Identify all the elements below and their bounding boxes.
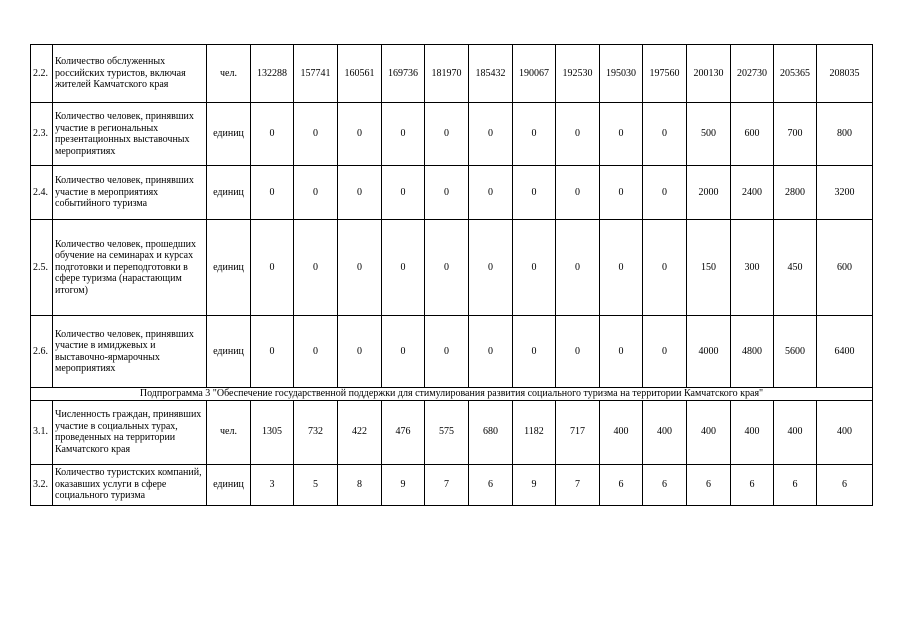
value-cell: 575: [425, 400, 469, 464]
table-row: [31, 45, 873, 103]
value-cell: 0: [338, 166, 382, 220]
value-cell: 0: [469, 316, 513, 388]
value-cell: 0: [556, 220, 600, 316]
value-cell: 400: [643, 400, 687, 464]
row-index: 2.4.: [31, 166, 53, 220]
value-cell: 500: [687, 103, 731, 166]
value-cell: 0: [513, 103, 556, 166]
unit-cell: единиц: [207, 464, 251, 505]
value-cell: 0: [643, 103, 687, 166]
unit-cell: единиц: [207, 166, 251, 220]
unit-cell: чел.: [207, 45, 251, 103]
value-cell: 6: [817, 464, 873, 505]
value-cell: 0: [600, 166, 643, 220]
value-cell: 7: [556, 464, 600, 505]
value-cell: 9: [382, 464, 425, 505]
value-cell: 800: [817, 103, 873, 166]
value-cell: 0: [643, 316, 687, 388]
value-cell: 5: [294, 464, 338, 505]
value-cell: 0: [513, 166, 556, 220]
value-cell: 3: [251, 464, 294, 505]
row-index: 2.3.: [31, 103, 53, 166]
value-cell: 4800: [731, 316, 774, 388]
value-cell: 0: [338, 103, 382, 166]
row-index: 2.5.: [31, 220, 53, 316]
value-cell: 181970: [425, 45, 469, 103]
value-cell: 0: [382, 316, 425, 388]
value-cell: 6: [774, 464, 817, 505]
value-cell: 0: [643, 220, 687, 316]
unit-cell: единиц: [207, 316, 251, 388]
value-cell: 0: [643, 166, 687, 220]
table-row: [31, 220, 873, 316]
value-cell: 192530: [556, 45, 600, 103]
value-cell: 0: [425, 166, 469, 220]
value-cell: 3200: [817, 166, 873, 220]
value-cell: 185432: [469, 45, 513, 103]
value-cell: 0: [382, 103, 425, 166]
indicator-name: Количество обслуженных российских туристов, включая жителей Камчатского края: [53, 45, 207, 103]
value-cell: 0: [556, 166, 600, 220]
value-cell: 1182: [513, 400, 556, 464]
value-cell: 450: [774, 220, 817, 316]
value-cell: 2800: [774, 166, 817, 220]
value-cell: 732: [294, 400, 338, 464]
value-cell: 7: [425, 464, 469, 505]
value-cell: 0: [469, 220, 513, 316]
value-cell: 422: [338, 400, 382, 464]
value-cell: 400: [600, 400, 643, 464]
table-row: [31, 316, 873, 388]
value-cell: 0: [251, 316, 294, 388]
value-cell: 169736: [382, 45, 425, 103]
value-cell: 0: [556, 316, 600, 388]
value-cell: 476: [382, 400, 425, 464]
value-cell: 6: [600, 464, 643, 505]
value-cell: 717: [556, 400, 600, 464]
value-cell: 2000: [687, 166, 731, 220]
value-cell: 600: [731, 103, 774, 166]
value-cell: 0: [338, 220, 382, 316]
indicator-name: Численность граждан, принявших участие в социальных турах, проведенных на территории Камчатского края: [53, 400, 207, 464]
value-cell: 0: [600, 103, 643, 166]
value-cell: 6: [687, 464, 731, 505]
value-cell: 205365: [774, 45, 817, 103]
value-cell: 2400: [731, 166, 774, 220]
value-cell: 0: [382, 220, 425, 316]
value-cell: 150: [687, 220, 731, 316]
value-cell: 400: [687, 400, 731, 464]
value-cell: 202730: [731, 45, 774, 103]
value-cell: 6400: [817, 316, 873, 388]
value-cell: 0: [425, 220, 469, 316]
value-cell: 0: [600, 220, 643, 316]
value-cell: 680: [469, 400, 513, 464]
value-cell: 9: [513, 464, 556, 505]
indicator-name: Количество человек, принявших участие в имиджевых и выставочно-ярмарочных мероприятиях: [53, 316, 207, 388]
value-cell: 0: [513, 220, 556, 316]
indicators-table: [30, 44, 873, 506]
value-cell: 1305: [251, 400, 294, 464]
value-cell: 197560: [643, 45, 687, 103]
value-cell: 700: [774, 103, 817, 166]
value-cell: 6: [643, 464, 687, 505]
table-row: [31, 400, 873, 464]
value-cell: 8: [338, 464, 382, 505]
value-cell: 0: [425, 316, 469, 388]
value-cell: 208035: [817, 45, 873, 103]
table-row: [31, 103, 873, 166]
value-cell: 400: [774, 400, 817, 464]
row-index: 2.6.: [31, 316, 53, 388]
indicator-name: Количество туристских компаний, оказавших услуги в сфере социального туризма: [53, 464, 207, 505]
value-cell: 0: [469, 103, 513, 166]
value-cell: 0: [294, 166, 338, 220]
value-cell: 0: [382, 166, 425, 220]
value-cell: 157741: [294, 45, 338, 103]
value-cell: 160561: [338, 45, 382, 103]
value-cell: 5600: [774, 316, 817, 388]
row-index: 3.1.: [31, 400, 53, 464]
unit-cell: чел.: [207, 400, 251, 464]
value-cell: 0: [600, 316, 643, 388]
value-cell: 0: [556, 103, 600, 166]
subprogram-title: Подпрограмма 3 "Обеспечение государственной поддержки для стимулирования развития социального туризма на территории Камчатского края": [31, 388, 873, 401]
value-cell: 0: [251, 166, 294, 220]
value-cell: 0: [251, 220, 294, 316]
value-cell: 195030: [600, 45, 643, 103]
value-cell: 0: [338, 316, 382, 388]
indicator-name: Количество человек, прошедших обучение на семинарах и курсах подготовки и переподготовки в сфере туризма (нарастающим итогом): [53, 220, 207, 316]
value-cell: 0: [294, 103, 338, 166]
subprogram-header-row: [31, 388, 873, 401]
value-cell: 190067: [513, 45, 556, 103]
unit-cell: единиц: [207, 103, 251, 166]
table-row: [31, 464, 873, 505]
value-cell: 0: [425, 103, 469, 166]
row-index: 3.2.: [31, 464, 53, 505]
value-cell: 0: [294, 316, 338, 388]
value-cell: 4000: [687, 316, 731, 388]
unit-cell: единиц: [207, 220, 251, 316]
indicator-name: Количество человек, принявших участие в мероприятиях событийного туризма: [53, 166, 207, 220]
value-cell: 300: [731, 220, 774, 316]
table-row: [31, 166, 873, 220]
value-cell: 400: [731, 400, 774, 464]
value-cell: 132288: [251, 45, 294, 103]
value-cell: 6: [731, 464, 774, 505]
indicator-name: Количество человек, принявших участие в региональных презентационных выставочных мероприятиях: [53, 103, 207, 166]
value-cell: 0: [469, 166, 513, 220]
value-cell: 200130: [687, 45, 731, 103]
value-cell: 600: [817, 220, 873, 316]
value-cell: 0: [294, 220, 338, 316]
value-cell: 400: [817, 400, 873, 464]
value-cell: 0: [513, 316, 556, 388]
value-cell: 0: [251, 103, 294, 166]
value-cell: 6: [469, 464, 513, 505]
row-index: 2.2.: [31, 45, 53, 103]
